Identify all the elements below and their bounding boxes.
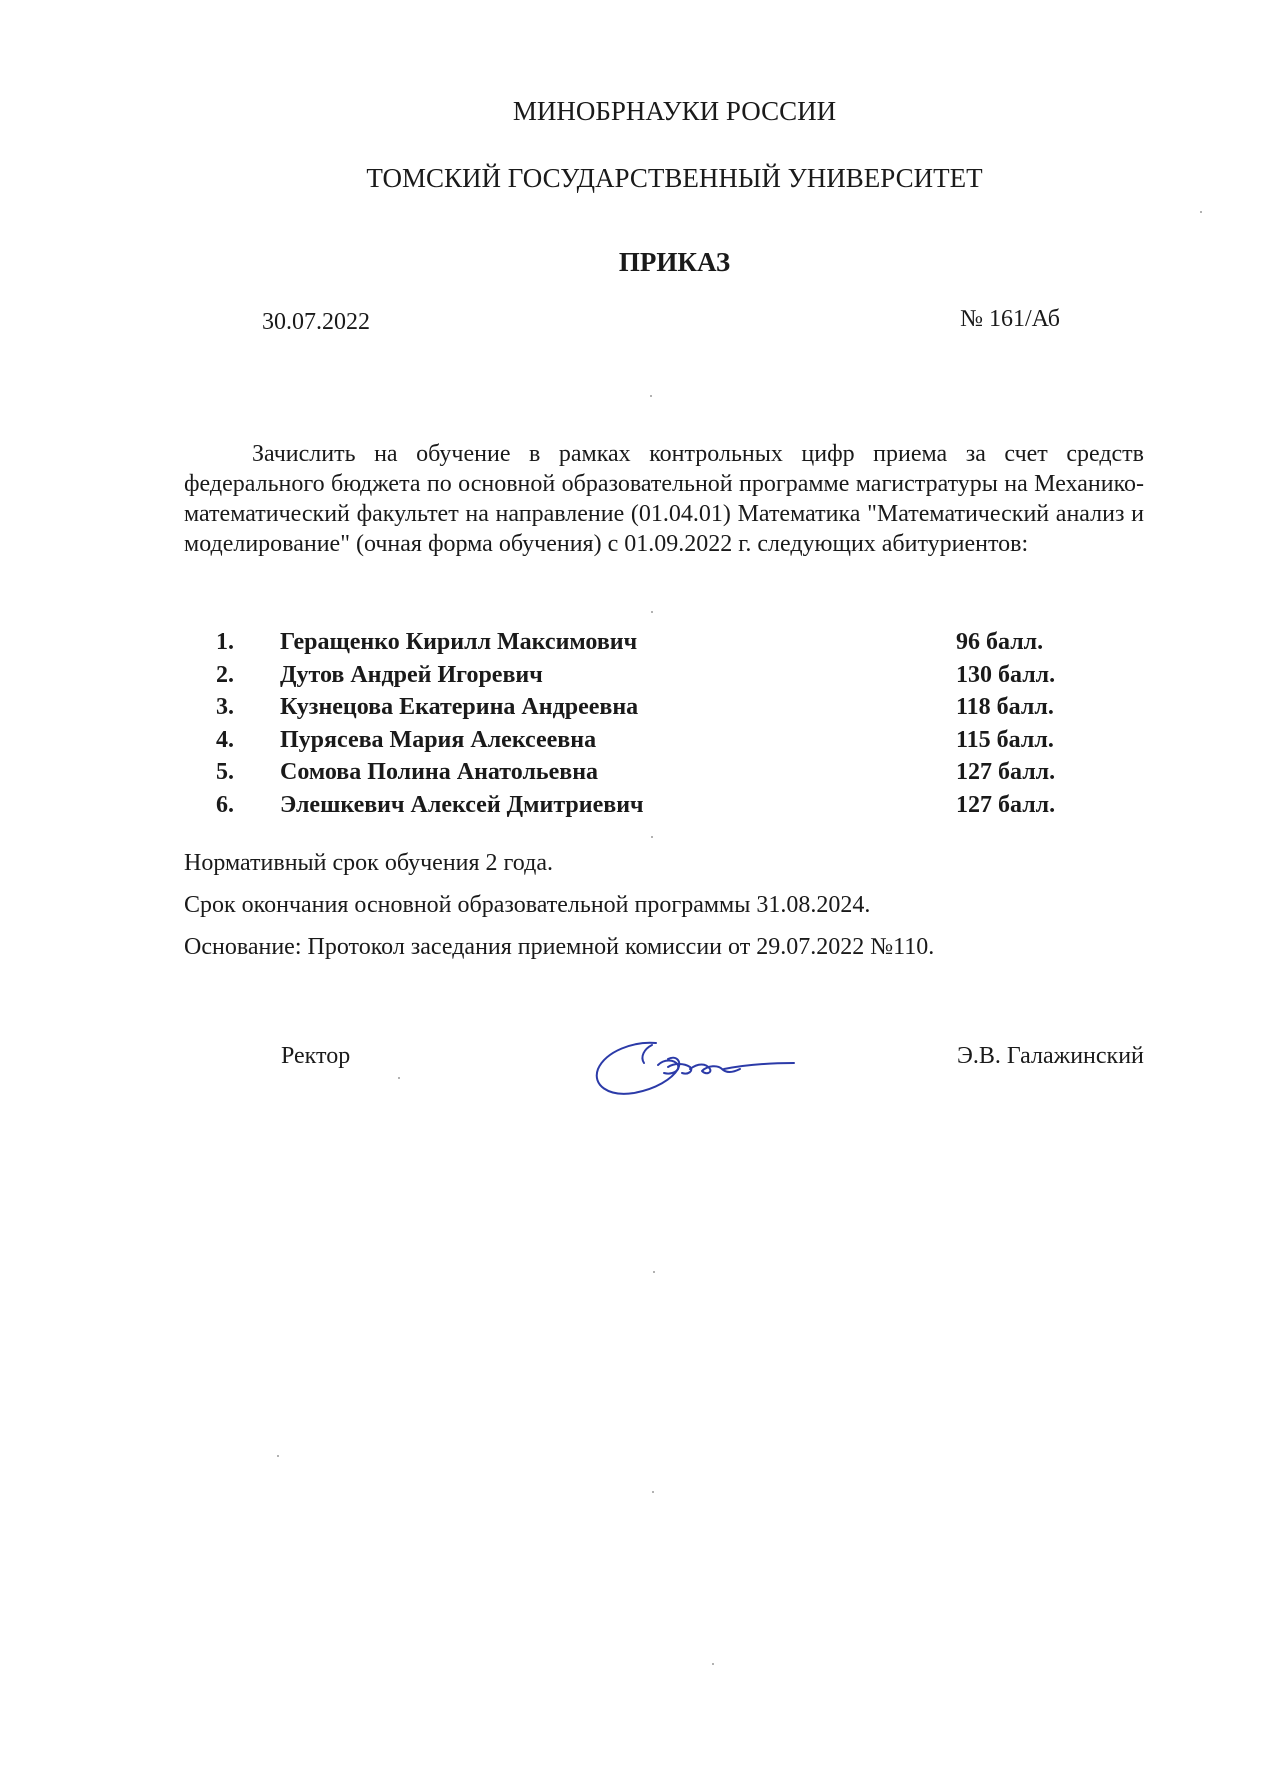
list-item — [184, 756, 1084, 789]
students-list — [184, 626, 1084, 821]
ministry-name: МИНОБРНАУКИ РОССИИ — [512, 96, 837, 126]
student-number: 3. — [216, 694, 234, 720]
scan-speck — [712, 1663, 714, 1665]
student-name: Пурясева Мария Алексеевна — [280, 726, 597, 753]
student-number: 4. — [216, 726, 234, 753]
student-number: 1. — [216, 629, 234, 655]
order-basis: Основание: Протокол заседания приемной комиссии от 29.07.2022 №110. — [184, 934, 935, 960]
list-item — [184, 691, 1084, 724]
student-name: Элешкевич Алексей Дмитриевич — [280, 791, 644, 818]
student-name: Дутов Андрей Игоревич — [280, 661, 543, 688]
scan-speck — [650, 395, 652, 397]
student-score: 96 балл. — [956, 629, 1044, 655]
student-number: 6. — [216, 791, 234, 818]
student-name: Сомова Полина Анатольевна — [280, 759, 599, 785]
scan-speck — [277, 1455, 279, 1457]
program-end-date: Срок окончания основной образовательной программы 31.08.2024. — [184, 892, 871, 918]
list-item — [184, 724, 1084, 757]
scan-speck — [398, 1077, 400, 1079]
student-score: 127 балл. — [956, 791, 1056, 818]
student-score: 130 балл. — [956, 661, 1056, 688]
student-score: 118 балл. — [956, 694, 1054, 720]
list-item — [184, 659, 1084, 692]
scan-speck — [652, 1491, 654, 1493]
signer-name: Э.В. Галажинский — [957, 1043, 1144, 1069]
student-number: 2. — [216, 661, 234, 688]
document-title: ПРИКАЗ — [618, 247, 731, 277]
list-item — [184, 789, 1084, 822]
student-name: Геращенко Кирилл Максимович — [280, 629, 638, 655]
order-date: 30.07.2022 — [262, 309, 370, 335]
handwritten-signature — [594, 1035, 814, 1115]
signer-role: Ректор — [281, 1043, 351, 1069]
order-number: № 161/Аб — [960, 306, 1060, 332]
study-duration: Нормативный срок обучения 2 года. — [184, 850, 553, 876]
student-number: 5. — [216, 759, 234, 785]
scan-speck — [653, 1271, 655, 1273]
university-name: ТОМСКИЙ ГОСУДАРСТВЕННЫЙ УНИВЕРСИТЕТ — [366, 163, 983, 193]
student-name: Кузнецова Екатерина Андреевна — [280, 694, 639, 720]
order-paragraph: Зачислить на обучение в рамках контрольных цифр приема за счет средств федерального бюджета по основной образовательной программе магистратуры на Механико-математический факультет на направление (01.04.01) Математика "Математический анализ и моделирование" (очная форма обучения) с 01.09.2022 г. следующих абитуриентов: — [184, 441, 1144, 557]
scan-speck — [1200, 211, 1202, 213]
scan-speck — [651, 836, 653, 838]
scan-speck — [651, 611, 653, 613]
student-score: 115 балл. — [956, 726, 1054, 753]
student-score: 127 балл. — [956, 759, 1056, 785]
list-item — [184, 626, 1084, 659]
